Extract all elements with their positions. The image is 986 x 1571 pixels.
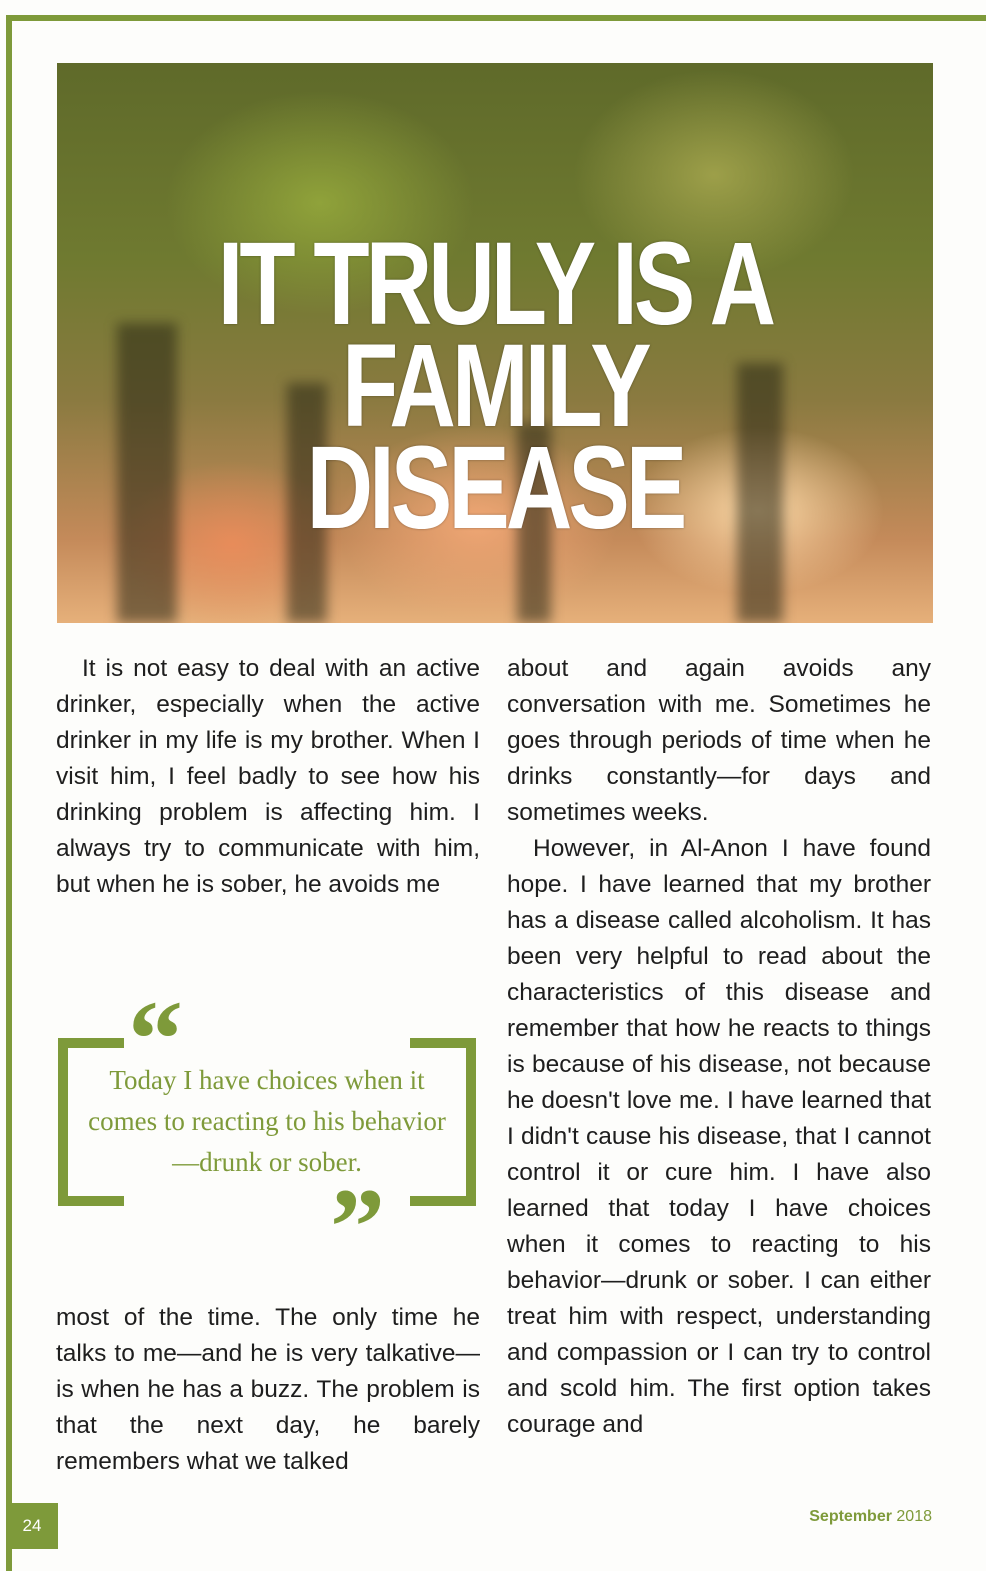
pull-quote: [58, 978, 476, 1288]
page-frame-top-rule: [6, 15, 986, 21]
body-paragraph: It is not easy to deal with an active drinker, especially when the active drinker in my life is my brother. When I visit him, I feel badly to see how his drinking problem is affecting him. I always try to communicate with him, but when he is sober, he avoids me: [56, 655, 480, 898]
article-title-line-2: FAMILY DISEASE: [306, 320, 684, 554]
body-paragraph: about and again avoids any conversation with me. Sometimes he goes through periods of time when he drinks constantly—for days and sometimes weeks.: [507, 655, 931, 826]
issue-date: [809, 1508, 932, 1526]
left-column-top: [56, 651, 480, 903]
body-paragraph: However, in Al-Anon I have found hope. I have learned that my brother has a disease called alcoholism. It has been very helpful to read about the characteristics of this disease and remember that how he reacts to things is because of his disease, not because he doesn't love me. I have learned that I didn't cause his disease, that I cannot control it or cure him. I have also learned that today I have choices when it comes to reacting to his behavior—drunk or sober. I can either treat him with respect, understanding and compassion or I can try to control and scold him. The first option takes courage and: [507, 835, 931, 1438]
issue-year: 2018: [896, 1508, 932, 1525]
close-quote-mark: ”: [330, 1166, 385, 1288]
issue-month: September: [809, 1508, 892, 1525]
body-paragraph: most of the time. The only time he talks to me—and he is very talkative—is when he has a buzz. The problem is that the next day, he barely remembers what we talked: [56, 1304, 480, 1475]
page-number: 24: [6, 1503, 58, 1549]
left-column-bottom: [56, 1300, 480, 1480]
open-quote-mark: “: [128, 978, 183, 1100]
article-title-line-1: IT TRULY IS A: [217, 218, 773, 350]
hero-image: [57, 63, 933, 623]
pull-quote-text: Today I have choices when it comes to reacting to his behavior—drunk or sober.: [88, 1065, 446, 1177]
right-column: [507, 651, 931, 1443]
page-frame-left-rule: [6, 15, 12, 1571]
article-title: [153, 218, 836, 554]
